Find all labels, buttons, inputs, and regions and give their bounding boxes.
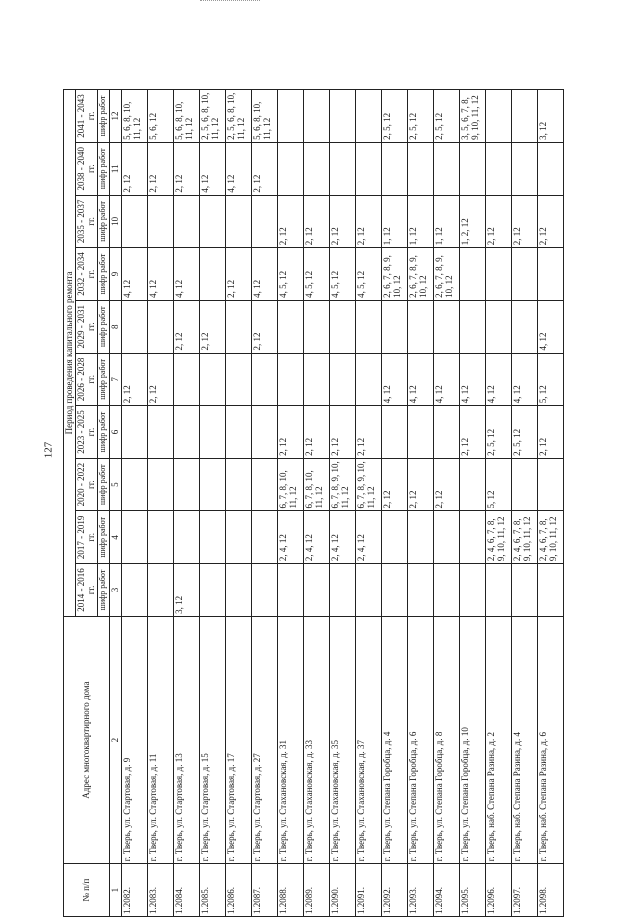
row-cell (252, 511, 278, 564)
row-cell: 2, 12 (252, 300, 278, 353)
row-cell: 4, 5, 12 (278, 248, 304, 301)
row-cell (538, 248, 564, 301)
row-address: г. Тверь, ул. Стахановская, д. 35 (330, 616, 356, 864)
row-cell (330, 142, 356, 195)
row-cell (200, 248, 226, 301)
row-address: г. Тверь, наб. Степана Разина, д. 2 (486, 616, 512, 864)
row-cell: 2, 4, 12 (356, 511, 382, 564)
row-cell (174, 353, 200, 406)
row-cell (252, 564, 278, 617)
row-cell (460, 248, 486, 301)
header-code-label: шифр работ (98, 511, 109, 564)
row-cell (174, 511, 200, 564)
header-code-label: шифр работ (98, 406, 109, 459)
row-cell (122, 458, 148, 511)
row-cell (200, 458, 226, 511)
row-address: г. Тверь, ул. Стахановская, д. 33 (304, 616, 330, 864)
row-cell: 3, 12 (538, 90, 564, 143)
row-number: 1.2093. (408, 864, 434, 917)
row-cell: 4, 12 (512, 353, 538, 406)
header-period-4: 2026 - 2028 гг. (76, 353, 98, 406)
row-number: 1.2090. (330, 864, 356, 917)
row-cell (200, 564, 226, 617)
row-cell: 3, 12 (174, 564, 200, 617)
row-cell: 4, 12 (460, 353, 486, 406)
row-cell (486, 248, 512, 301)
row-cell: 4, 5, 12 (330, 248, 356, 301)
row-address: г. Тверь, ул. Стартовая, д. 27 (252, 616, 278, 864)
row-cell (434, 406, 460, 459)
row-cell (356, 300, 382, 353)
row-cell (460, 564, 486, 617)
row-cell: 2, 12 (200, 300, 226, 353)
row-cell: 3, 5, 6, 7, 8, 9, 10, 11, 12 (460, 90, 486, 143)
row-cell: 2, 12 (226, 248, 252, 301)
row-cell (278, 142, 304, 195)
row-cell: 2, 12 (148, 353, 174, 406)
row-cell: 6, 7, 8, 9, 10, 11, 12 (330, 458, 356, 511)
repair-schedule-table (63, 89, 564, 917)
header-col-number: 12 (109, 90, 121, 143)
row-cell (252, 195, 278, 248)
row-cell: 2, 4, 6, 7, 8, 9, 10, 11, 12 (538, 511, 564, 564)
row-cell: 2, 4, 12 (278, 511, 304, 564)
header-period-7: 2035 - 2037 гг. (76, 195, 98, 248)
header-col-number: 3 (109, 564, 121, 617)
row-cell (148, 564, 174, 617)
row-cell: 5, 6, 8, 10, 11, 12 (122, 90, 148, 143)
row-number: 1.2094. (434, 864, 460, 917)
row-number: 1.2085. (200, 864, 226, 917)
row-cell: 2, 12 (278, 406, 304, 459)
row-cell: 5, 6, 8, 10, 11, 12 (174, 90, 200, 143)
header-period-8: 2038 - 2040 гг. (76, 142, 98, 195)
row-cell (330, 353, 356, 406)
row-cell (148, 195, 174, 248)
row-cell (408, 511, 434, 564)
row-cell: 2, 12 (174, 142, 200, 195)
row-cell (382, 511, 408, 564)
header-code-label: шифр работ (98, 195, 109, 248)
row-address: г. Тверь, ул. Стахановская, д. 31 (278, 616, 304, 864)
row-cell (278, 90, 304, 143)
header-col-number: 2 (109, 616, 121, 864)
header-col-number: 5 (109, 458, 121, 511)
header-code-label: шифр работ (98, 300, 109, 353)
row-cell: 2, 12 (486, 195, 512, 248)
row-cell: 2, 6, 7, 8, 9, 10, 12 (434, 248, 460, 301)
row-cell: 2, 4, 6, 7, 8, 9, 10, 11, 12 (512, 511, 538, 564)
row-cell (174, 406, 200, 459)
page-number: 127 (42, 441, 55, 459)
row-cell: 4, 12 (122, 248, 148, 301)
row-cell (512, 300, 538, 353)
row-cell: 4, 12 (538, 300, 564, 353)
header-period-2: 2020 - 2022 гг. (76, 458, 98, 511)
row-cell: 5, 12 (486, 458, 512, 511)
row-cell: 2, 5, 12 (434, 90, 460, 143)
row-cell (512, 142, 538, 195)
row-cell: 2, 12 (278, 195, 304, 248)
row-cell: 2, 5, 6, 8, 10, 11, 12 (200, 90, 226, 143)
row-cell: 2, 12 (304, 406, 330, 459)
row-cell (200, 195, 226, 248)
table-row (304, 90, 330, 917)
row-address: г. Тверь, ул. Степана Горобца, д. 4 (382, 616, 408, 864)
row-number: 1.2097. (512, 864, 538, 917)
row-cell (486, 90, 512, 143)
table-row (460, 90, 486, 917)
row-cell: 2, 12 (330, 406, 356, 459)
row-address: г. Тверь, наб. Степана Разина, д. 6 (538, 616, 564, 864)
row-cell (226, 458, 252, 511)
row-cell (226, 564, 252, 617)
row-cell: 2, 12 (356, 406, 382, 459)
row-cell (304, 564, 330, 617)
header-col-number: 10 (109, 195, 121, 248)
table-row (538, 90, 564, 917)
table-row (434, 90, 460, 917)
header-address: Адрес многоквартирного дома (64, 616, 110, 864)
row-cell (486, 300, 512, 353)
row-address: г. Тверь, ул. Стартовая, д. 11 (148, 616, 174, 864)
row-cell: 4, 12 (408, 353, 434, 406)
header-code-label: шифр работ (98, 564, 109, 617)
row-address: г. Тверь, ул. Стартовая, д. 15 (200, 616, 226, 864)
header-code-label: шифр работ (98, 142, 109, 195)
row-cell (252, 406, 278, 459)
row-cell: 4, 12 (382, 353, 408, 406)
row-cell (538, 142, 564, 195)
row-cell (148, 300, 174, 353)
row-number: 1.2083. (148, 864, 174, 917)
row-cell: 2, 12 (122, 353, 148, 406)
row-cell: 2, 12 (538, 195, 564, 248)
row-cell: 4, 12 (226, 142, 252, 195)
row-cell (486, 142, 512, 195)
row-cell (226, 195, 252, 248)
row-cell: 2, 4, 12 (330, 511, 356, 564)
row-cell: 2, 12 (356, 195, 382, 248)
row-cell (330, 300, 356, 353)
row-cell (330, 90, 356, 143)
row-number: 1.2088. (278, 864, 304, 917)
row-number: 1.2098. (538, 864, 564, 917)
header-period: Период проведения капитального ремонта (64, 90, 76, 617)
row-cell: 1, 12 (408, 195, 434, 248)
header-col-number: 6 (109, 406, 121, 459)
row-cell (200, 511, 226, 564)
header-col-number: 7 (109, 353, 121, 406)
row-cell (174, 458, 200, 511)
row-cell: 2, 12 (538, 406, 564, 459)
scan-artifact (200, 0, 260, 7)
row-cell: 1, 2, 12 (460, 195, 486, 248)
row-number: 1.2096. (486, 864, 512, 917)
row-cell (460, 458, 486, 511)
table-row (486, 90, 512, 917)
row-cell (382, 564, 408, 617)
row-cell (122, 511, 148, 564)
row-cell: 2, 12 (122, 142, 148, 195)
table-row (356, 90, 382, 917)
table-body (122, 90, 564, 917)
row-cell (252, 458, 278, 511)
row-cell (434, 300, 460, 353)
row-cell (512, 248, 538, 301)
row-cell (512, 564, 538, 617)
row-address: г. Тверь, ул. Степана Горобца, д. 10 (460, 616, 486, 864)
table-row (512, 90, 538, 917)
row-cell: 6, 7, 8, 10, 11, 12 (278, 458, 304, 511)
row-cell (148, 458, 174, 511)
row-cell (252, 353, 278, 406)
row-cell (226, 300, 252, 353)
table-row (122, 90, 148, 917)
row-cell: 5, 6, 12 (148, 90, 174, 143)
row-cell (304, 90, 330, 143)
row-cell (200, 353, 226, 406)
row-cell (408, 406, 434, 459)
row-number: 1.2092. (382, 864, 408, 917)
table-row (226, 90, 252, 917)
row-cell: 2, 5, 12 (512, 406, 538, 459)
row-cell: 2, 6, 7, 8, 9, 10, 12 (408, 248, 434, 301)
header-code-label: шифр работ (98, 90, 109, 143)
row-cell: 2, 12 (174, 300, 200, 353)
row-cell (356, 564, 382, 617)
row-address: г. Тверь, ул. Стахановская, д. 37 (356, 616, 382, 864)
row-cell (382, 300, 408, 353)
row-address: г. Тверь, ул. Стартовая, д. 13 (174, 616, 200, 864)
header-period-5: 2029 - 2031 гг. (76, 300, 98, 353)
row-address: г. Тверь, ул. Степана Горобца, д. 8 (434, 616, 460, 864)
row-cell: 6, 7, 8, 9, 10, 11, 12 (356, 458, 382, 511)
row-cell: 4, 12 (148, 248, 174, 301)
row-cell (356, 142, 382, 195)
row-cell: 2, 12 (512, 195, 538, 248)
row-cell (434, 564, 460, 617)
row-cell (486, 564, 512, 617)
header-col-number: 11 (109, 142, 121, 195)
table-row (278, 90, 304, 917)
row-cell (122, 406, 148, 459)
row-cell: 2, 5, 6, 8, 10, 11, 12 (226, 90, 252, 143)
row-number: 1.2086. (226, 864, 252, 917)
row-number: 1.2095. (460, 864, 486, 917)
row-cell: 4, 12 (252, 248, 278, 301)
row-cell: 4, 12 (486, 353, 512, 406)
row-cell: 2, 12 (408, 458, 434, 511)
row-cell: 2, 6, 7, 8, 9, 10, 12 (382, 248, 408, 301)
row-cell (382, 142, 408, 195)
row-cell (356, 90, 382, 143)
row-cell (434, 511, 460, 564)
header-period-9: 2041 - 2043 гг. (76, 90, 98, 143)
row-cell (226, 353, 252, 406)
row-cell (226, 406, 252, 459)
row-cell: 4, 12 (200, 142, 226, 195)
row-cell (460, 142, 486, 195)
header-column-numbers-row (109, 90, 121, 917)
row-address: г. Тверь, ул. Стартовая, д. 17 (226, 616, 252, 864)
row-number: 1.2084. (174, 864, 200, 917)
header-period-3: 2023 - 2025 гг. (76, 406, 98, 459)
table-row (148, 90, 174, 917)
row-cell: 2, 12 (434, 458, 460, 511)
row-cell: 2, 4, 6, 7, 8, 9, 10, 11, 12 (486, 511, 512, 564)
row-cell (460, 300, 486, 353)
table-row (330, 90, 356, 917)
row-cell: 4, 5, 12 (304, 248, 330, 301)
row-cell: 2, 12 (148, 142, 174, 195)
row-cell: 4, 12 (174, 248, 200, 301)
row-cell: 1, 12 (382, 195, 408, 248)
row-cell: 2, 5, 12 (408, 90, 434, 143)
table-row (408, 90, 434, 917)
row-cell: 2, 12 (382, 458, 408, 511)
row-cell (408, 300, 434, 353)
row-cell (330, 564, 356, 617)
row-number: 1.2087. (252, 864, 278, 917)
row-cell: 6, 7, 8, 10, 11, 12 (304, 458, 330, 511)
header-period-1: 2017 - 2019 гг. (76, 511, 98, 564)
row-cell (200, 406, 226, 459)
row-cell: 2, 12 (330, 195, 356, 248)
row-cell (226, 511, 252, 564)
header-period-0: 2014 - 2016 гг. (76, 564, 98, 617)
header-col-number: 9 (109, 248, 121, 301)
row-cell: 2, 12 (460, 406, 486, 459)
header-col-number: 1 (109, 864, 121, 917)
table-row (200, 90, 226, 917)
row-cell (122, 195, 148, 248)
header-col-number: 8 (109, 300, 121, 353)
row-cell: 2, 5, 12 (486, 406, 512, 459)
row-cell (148, 406, 174, 459)
row-cell (278, 300, 304, 353)
header-num: № п/п (64, 864, 110, 917)
table-row (382, 90, 408, 917)
row-address: г. Тверь, ул. Стартовая, д. 9 (122, 616, 148, 864)
row-cell (304, 353, 330, 406)
header-code-label: шифр работ (98, 353, 109, 406)
row-cell (408, 142, 434, 195)
row-cell: 2, 4, 12 (304, 511, 330, 564)
row-cell: 2, 12 (304, 195, 330, 248)
row-cell (408, 564, 434, 617)
row-cell (356, 353, 382, 406)
row-cell (304, 142, 330, 195)
row-cell (460, 511, 486, 564)
row-address: г. Тверь, ул. Степана Горобца, д. 6 (408, 616, 434, 864)
row-address: г. Тверь, наб. Степана Разина, д. 4 (512, 616, 538, 864)
header-code-label: шифр работ (98, 458, 109, 511)
row-cell: 4, 12 (434, 353, 460, 406)
row-cell (174, 195, 200, 248)
row-number: 1.2089. (304, 864, 330, 917)
row-cell (538, 564, 564, 617)
row-cell: 1, 12 (434, 195, 460, 248)
row-cell: 2, 12 (252, 142, 278, 195)
table-row (252, 90, 278, 917)
row-cell: 5, 6, 8, 10, 11, 12 (252, 90, 278, 143)
header-period-6: 2032 - 2034 гг. (76, 248, 98, 301)
row-cell (434, 142, 460, 195)
row-cell (538, 458, 564, 511)
row-cell (148, 511, 174, 564)
row-cell: 4, 5, 12 (356, 248, 382, 301)
row-cell (122, 300, 148, 353)
row-number: 1.2091. (356, 864, 382, 917)
row-cell: 5, 12 (538, 353, 564, 406)
row-cell (382, 406, 408, 459)
header-code-label: шифр работ (98, 248, 109, 301)
row-cell (278, 564, 304, 617)
header-col-number: 4 (109, 511, 121, 564)
row-cell (512, 90, 538, 143)
repair-schedule-table-wrapper (63, 89, 571, 917)
row-cell (278, 353, 304, 406)
row-number: 1.2082. (122, 864, 148, 917)
row-cell (122, 564, 148, 617)
row-cell (304, 300, 330, 353)
table-row (174, 90, 200, 917)
row-cell: 2, 5, 12 (382, 90, 408, 143)
row-cell (512, 458, 538, 511)
